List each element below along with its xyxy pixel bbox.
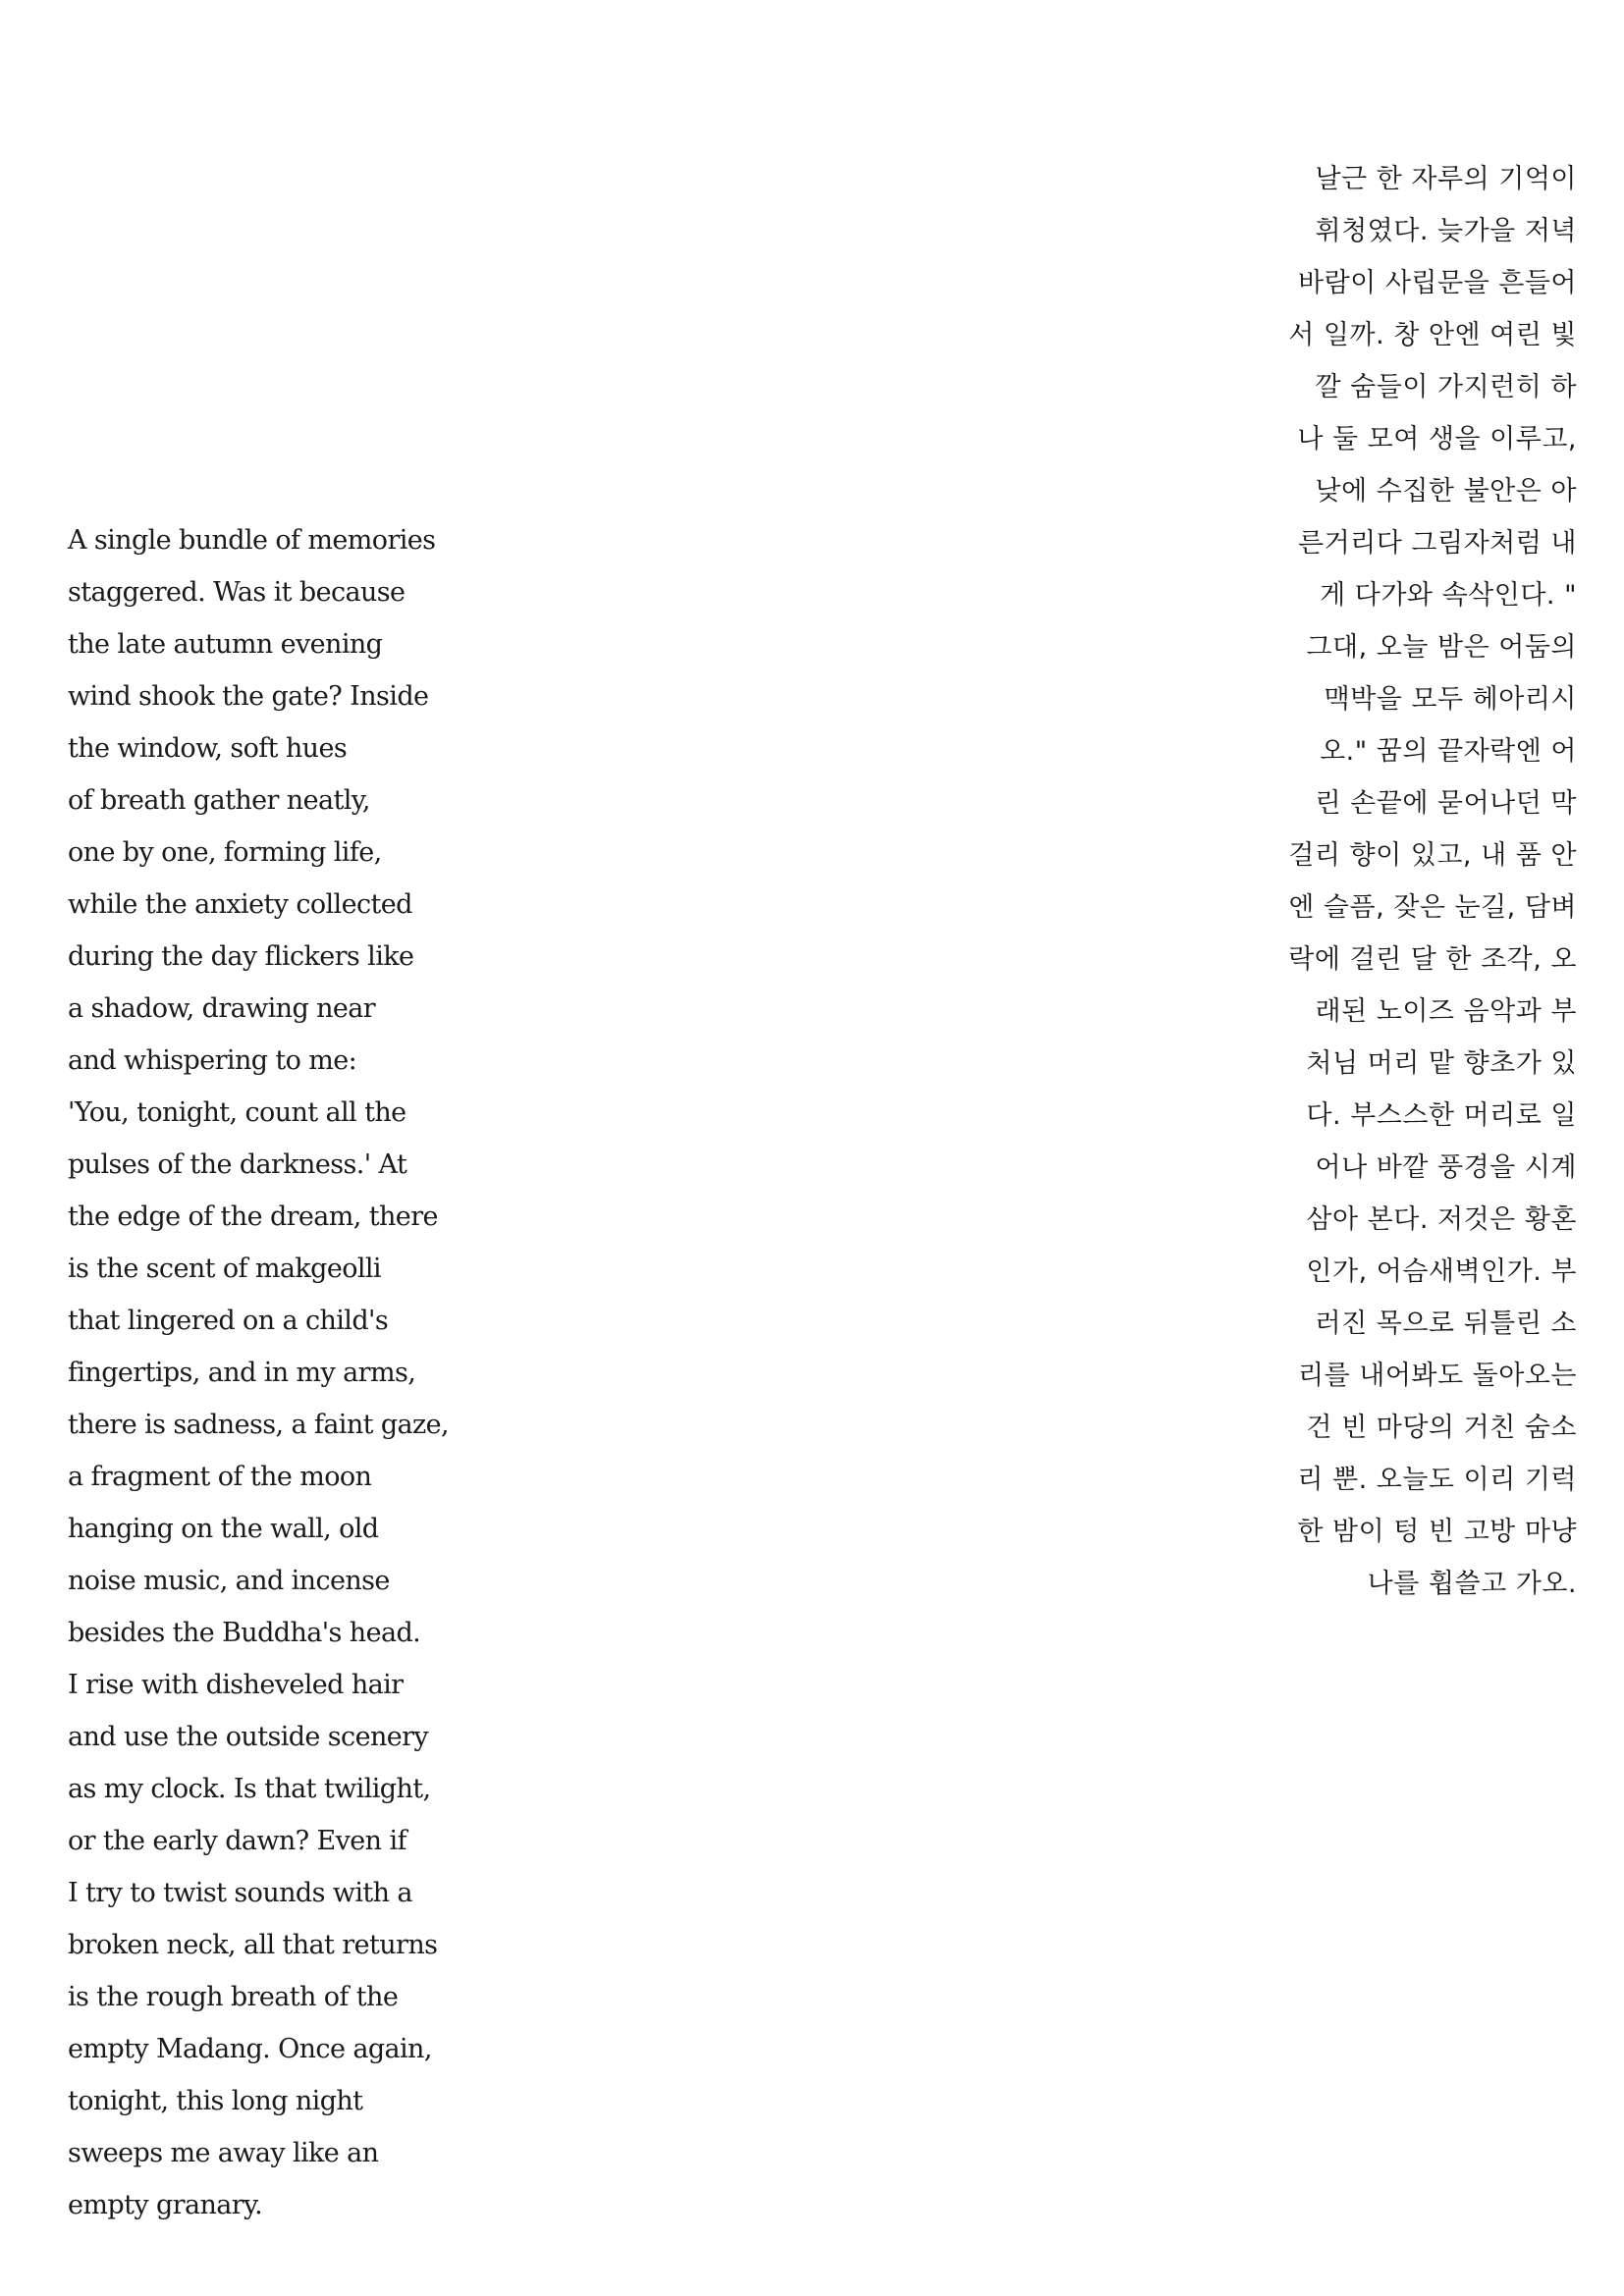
- english-poem-line: A single bundle of memories: [68, 525, 436, 556]
- english-poem-line: hanging on the wall, old: [68, 1514, 379, 1544]
- english-poem-line: that lingered on a child's: [68, 1306, 389, 1336]
- english-poem-line: during the day flickers like: [68, 941, 414, 972]
- korean-poem-line: 어나 바깥 풍경을 시계: [1315, 1152, 1577, 1183]
- korean-poem-line: 러진 목으로 뒤틀린 소: [1315, 1308, 1577, 1339]
- korean-poem-line: 깔 숨들이 가지런히 하: [1315, 372, 1577, 402]
- english-poem-line: broken neck, all that returns: [68, 1930, 438, 1960]
- english-poem-line: or the early dawn? Even if: [68, 1826, 406, 1856]
- korean-poem-line: 린 손끝에 묻어나던 막: [1315, 788, 1577, 819]
- english-poem-line: pulses of the darkness.' At: [68, 1149, 407, 1180]
- english-poem-line: a fragment of the moon: [68, 1462, 372, 1492]
- korean-poem-line: 맥박을 모두 헤아리시: [1324, 684, 1577, 715]
- korean-poem-line: 삼아 본다. 저것은 황혼: [1306, 1204, 1577, 1235]
- korean-poem-line: 낮에 수집한 불안은 아: [1315, 476, 1577, 507]
- english-poem-line: of breath gather neatly,: [68, 785, 370, 816]
- english-poem-line: the window, soft hues: [68, 733, 348, 764]
- english-poem-line: fingertips, and in my arms,: [68, 1358, 416, 1388]
- korean-poem-line: 휘청였다. 늦가을 저녁: [1315, 216, 1577, 246]
- korean-poem-line: 나를 휩쓸고 가오.: [1367, 1569, 1577, 1599]
- english-poem-line: empty Madang. Once again,: [68, 2034, 432, 2064]
- korean-poem-line: 바람이 사립문을 흔들어: [1298, 268, 1577, 298]
- korean-poem-line: 엔 슬픔, 잦은 눈길, 담벼: [1288, 892, 1577, 923]
- korean-poem-line: 른거리다 그림자처럼 내: [1298, 528, 1577, 559]
- korean-poem-line: 게 다가와 속삭인다. ": [1320, 580, 1577, 611]
- english-poem-line: empty granary.: [68, 2190, 263, 2220]
- korean-poem-line: 인가, 어슴새벽인가. 부: [1306, 1256, 1577, 1287]
- korean-poem-line: 나 둘 모여 생을 이루고,: [1297, 424, 1577, 454]
- korean-poem-line: 한 밤이 텅 빈 고방 마냥: [1297, 1517, 1577, 1547]
- english-poem-line: I try to twist sounds with a: [68, 1878, 412, 1908]
- english-poem-line: as my clock. Is that twilight,: [68, 1774, 431, 1804]
- korean-poem-column: [1164, 153, 1577, 1610]
- english-poem-line: staggered. Was it because: [68, 577, 406, 608]
- english-poem-line: one by one, forming life,: [68, 837, 382, 868]
- korean-poem-line: 다. 부스스한 머리로 일: [1306, 1100, 1577, 1131]
- english-poem-line: I rise with disheveled hair: [68, 1670, 404, 1700]
- english-poem-line: the edge of the dream, there: [68, 1201, 438, 1232]
- english-poem-line: wind shook the gate? Inside: [68, 681, 429, 712]
- english-poem-line: there is sadness, a faint gaze,: [68, 1410, 450, 1440]
- english-poem-line: and use the outside scenery: [68, 1722, 429, 1752]
- english-poem-line: and whispering to me:: [68, 1045, 357, 1076]
- korean-poem-line: 락에 걸린 달 한 조각, 오: [1288, 944, 1577, 975]
- korean-poem-line: 날근 한 자루의 기억이: [1315, 164, 1577, 194]
- english-poem-line: is the rough breath of the: [68, 1982, 399, 2012]
- english-poem-line: 'You, tonight, count all the: [68, 1097, 406, 1128]
- korean-poem-line: 리를 내어봐도 돌아오는: [1298, 1361, 1577, 1391]
- english-poem-line: a shadow, drawing near: [68, 993, 376, 1024]
- english-poem-column: [68, 514, 480, 2231]
- korean-poem-line: 리 뿐. 오늘도 이리 기럭: [1297, 1465, 1577, 1495]
- korean-poem-line: 래된 노이즈 음악과 부: [1315, 996, 1577, 1027]
- korean-poem-line: 서 일까. 창 안엔 여린 빛: [1288, 320, 1577, 350]
- english-poem-line: tonight, this long night: [68, 2086, 363, 2116]
- english-poem-line: sweeps me away like an: [68, 2138, 379, 2168]
- korean-poem-line: 오." 꿈의 끝자락엔 어: [1320, 736, 1577, 767]
- korean-poem-line: 건 빈 마당의 거친 숨소: [1306, 1413, 1577, 1443]
- english-poem-line: besides the Buddha's head.: [68, 1618, 421, 1648]
- english-poem-line: noise music, and incense: [68, 1566, 390, 1596]
- korean-poem-line: 처님 머리 맡 향초가 있: [1306, 1048, 1577, 1079]
- english-poem-line: while the anxiety collected: [68, 889, 412, 920]
- korean-poem-line: 그대, 오늘 밤은 어둠의: [1306, 632, 1577, 663]
- english-poem-line: is the scent of makgeolli: [68, 1254, 381, 1284]
- korean-poem-line: 걸리 향이 있고, 내 품 안: [1288, 840, 1577, 871]
- english-poem-line: the late autumn evening: [68, 629, 383, 660]
